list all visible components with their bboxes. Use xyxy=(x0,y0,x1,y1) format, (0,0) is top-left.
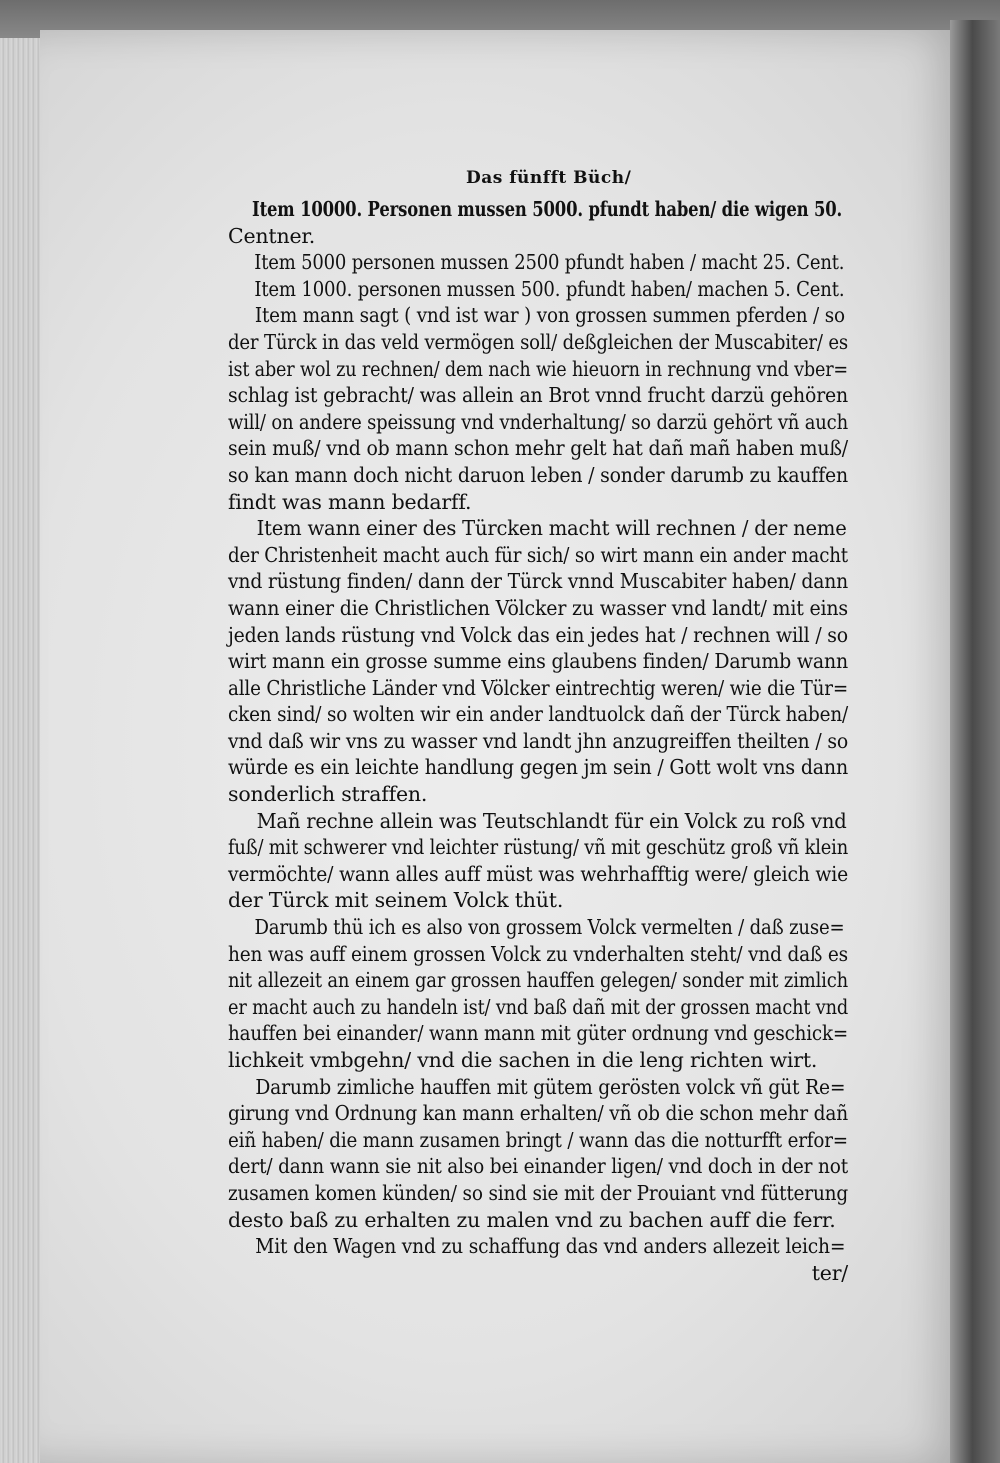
text-line: findt was mann bedarff. xyxy=(228,489,472,514)
text-line: vermöchte/ wann alles auff müst was wehrhafftig were/ gleich wie xyxy=(228,861,849,886)
running-head: Das fünfft Büch/ xyxy=(466,168,632,188)
text-line: schlag ist gebracht/ was allein an Brot vnnd frucht darzü gehören xyxy=(228,383,849,408)
text-line: würde es ein leichte handlung gegen jm sein / Gott wolt vns dann xyxy=(228,755,849,780)
text-line: vnd rüstung finden/ dann der Türck vnnd Muscabiter haben/ dann xyxy=(228,569,849,594)
text-line: Darumb zimliche hauffen mit gütem gerösten volck vñ güt Re= xyxy=(255,1074,846,1099)
text-line: hauffen bei einander/ wann mann mit güter ordnung vnd geschick= xyxy=(228,1021,849,1046)
text-line: dert/ dann wann sie nit also bei einander ligen/ vnd doch in der not xyxy=(228,1154,848,1179)
text-line: jeden lands rüstung vnd Volck das ein jedes hat / rechnen will / so xyxy=(228,622,848,647)
text-line: so kan mann doch nicht daruon leben / sonder darumb zu kauffen xyxy=(228,462,848,487)
text-line: der Christenheit macht auch für sich/ so wirt mann ein ander macht xyxy=(228,542,848,567)
text-line: fuß/ mit schwerer vnd leichter rüstung/ vñ mit geschütz groß vñ klein xyxy=(228,835,849,860)
text-line: Item wann einer des Türcken macht will rechnen / der neme xyxy=(256,516,847,541)
text-line: Mañ rechne allein was Teutschlandt für ein Volck zu roß vnd xyxy=(256,808,847,833)
text-line: der Türck mit seinem Volck thüt. xyxy=(228,888,564,913)
text-line: ter/ xyxy=(811,1260,848,1285)
text-line: zusamen komen künden/ so sind sie mit der Prouiant vnd fütterung xyxy=(228,1180,849,1205)
book-spine xyxy=(950,20,1000,1463)
text-line: ist aber wol zu rechnen/ dem nach wie hieuorn in rechnung vnd vber= xyxy=(228,356,849,381)
text-line: will/ on andere speissung vnd vnderhaltung/ so darzü gehört vñ auch xyxy=(228,409,848,434)
text-line: der Türck in das veld vermögen soll/ deßgleichen der Muscabiter/ es xyxy=(228,329,848,354)
text-line: girung vnd Ordnung kan mann erhalten/ vñ ob die schon mehr dañ xyxy=(228,1101,849,1126)
text-line: eiñ haben/ die mann zusamen bringt / wann das die notturfft erfor= xyxy=(228,1127,848,1152)
text-block xyxy=(228,196,848,1286)
text-line: sonderlich straffen. xyxy=(228,782,428,807)
text-line: Darumb thü ich es also von grossem Volck vermelten / daß zuse= xyxy=(254,915,845,940)
text-line: wann einer die Christlichen Völcker zu wasser vnd landt/ mit eins xyxy=(228,595,848,620)
text-line: Item 1000. personen mussen 500. pfundt haben/ machen 5. Cent. xyxy=(254,276,845,301)
text-line: Item 5000 personen mussen 2500 pfundt haben / macht 25. Cent. xyxy=(254,250,845,275)
text-line: lichkeit vmbgehn/ vnd die sachen in die leng richten wirt. xyxy=(228,1048,818,1072)
text-line: vnd daß wir vns zu wasser vnd landt jhn anzugreiffen theilten / so xyxy=(228,728,849,753)
text-line: cken sind/ so wolten wir ein ander landtuolck dañ der Türck haben/ xyxy=(228,702,848,727)
text-line: alle Christliche Länder vnd Völcker eintrechtig weren/ wie die Tür= xyxy=(228,675,848,700)
text-line: wirt mann ein grosse summe eins glaubens finden/ Darumb wann xyxy=(228,649,849,674)
text-line: nit allezeit an einem gar grossen hauffen gelegen/ sonder mit zimlich xyxy=(228,968,848,993)
text-line: Item mann sagt ( vnd ist war ) von grossen summen pferden / so xyxy=(254,303,845,328)
text-line: sein muß/ vnd ob mann schon mehr gelt hat dañ mañ haben muß/ xyxy=(228,436,848,461)
text-line: desto baß zu erhalten zu malen vnd zu bachen auff die ferr. xyxy=(228,1207,836,1232)
text-line: er macht auch zu handeln ist/ vnd baß dañ mit der grossen macht vnd xyxy=(228,994,849,1019)
text-line: hen was auff einem grossen Volck zu vnderhalten steht/ vnd daß es xyxy=(228,941,848,966)
text-line: Mit den Wagen vnd zu schaffung das vnd anders allezeit leich= xyxy=(255,1234,846,1259)
text-line: Centner. xyxy=(228,223,316,248)
text-line: Item 10000. Personen mussen 5000. pfundt haben/ die wigen 50. xyxy=(252,197,843,221)
